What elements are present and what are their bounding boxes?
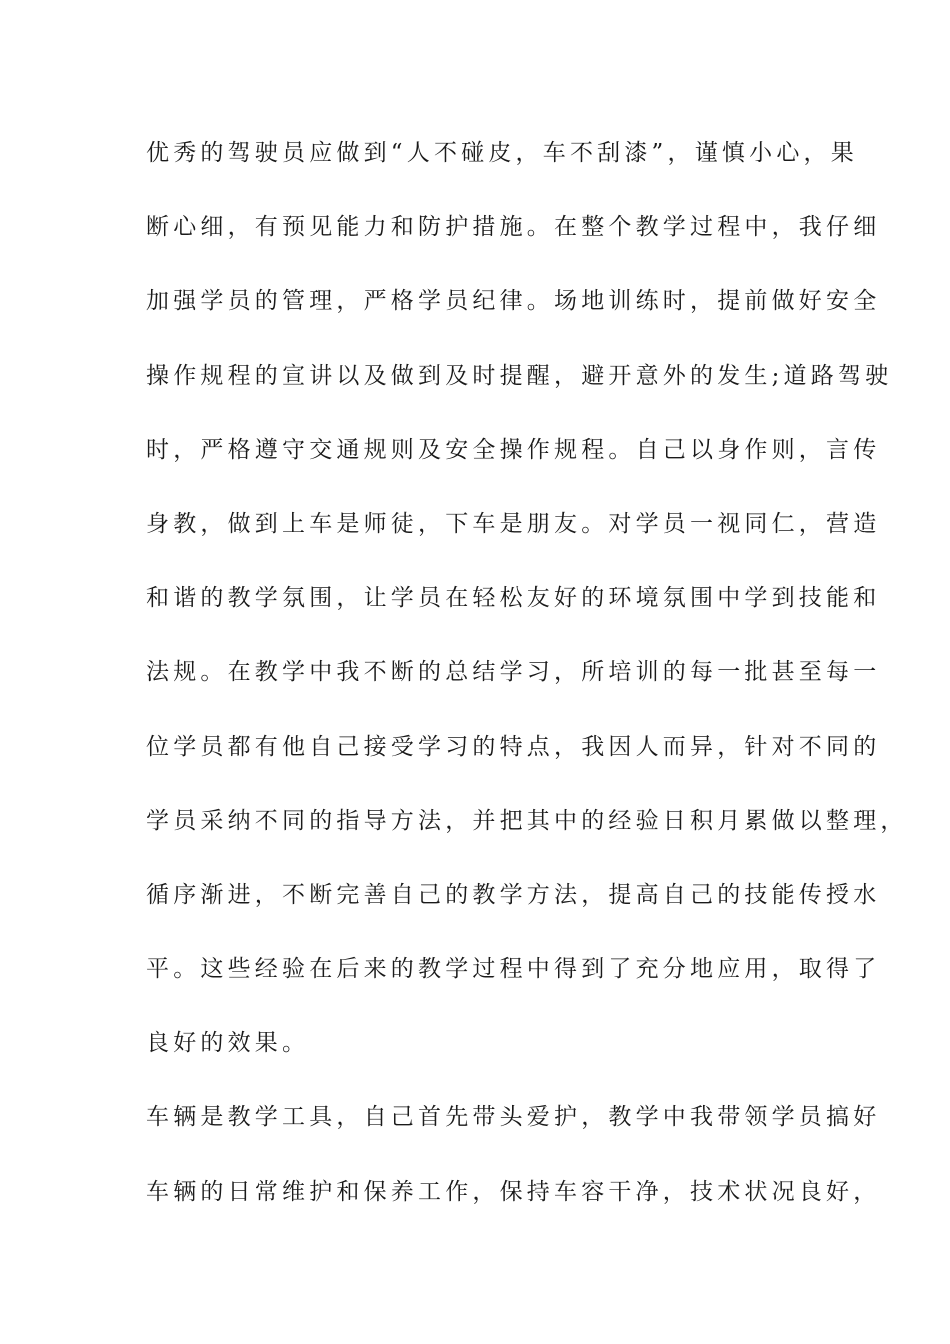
text-line: 断心细，有预见能力和防护措施。在整个教学过程中，我仔细	[146, 214, 881, 241]
text-line: 车辆的日常维护和保养工作，保持车容干净，技术状况良好，	[146, 1178, 881, 1205]
text-line: 良好的效果。	[146, 1030, 310, 1057]
text-line: 操作规程的宣讲以及做到及时提醒，避开意外的发生;道路驾驶	[146, 362, 893, 389]
text-line: 时，严格遵守交通规则及安全操作规程。自己以身作则，言传	[146, 436, 881, 463]
document-body	[146, 132, 908, 1245]
text-line: 身教，做到上车是师徒，下车是朋友。对学员一视同仁，营造	[146, 510, 881, 537]
text-line: 加强学员的管理，严格学员纪律。场地训练时，提前做好安全	[146, 288, 881, 315]
text-line: 和谐的教学氛围，让学员在轻松友好的环境氛围中学到技能和	[146, 585, 881, 612]
text-line: 循序渐进，不断完善自己的教学方法，提高自己的技能传授水	[146, 881, 881, 908]
text-line: 平。这些经验在后来的教学过程中得到了充分地应用，取得了	[146, 956, 881, 983]
text-line: 学员采纳不同的指导方法，并把其中的经验日积月累做以整理，	[146, 807, 908, 834]
text-line: 位学员都有他自己接受学习的特点，我因人而异，针对不同的	[146, 733, 881, 760]
text-line: 优秀的驾驶员应做到“人不碰皮，车不刮漆”，谨慎小心，果	[146, 140, 858, 166]
text-line: 车辆是教学工具，自己首先带头爱护，教学中我带领学员搞好	[146, 1104, 881, 1131]
text-line: 法规。在教学中我不断的总结学习，所培训的每一批甚至每一	[146, 659, 881, 686]
